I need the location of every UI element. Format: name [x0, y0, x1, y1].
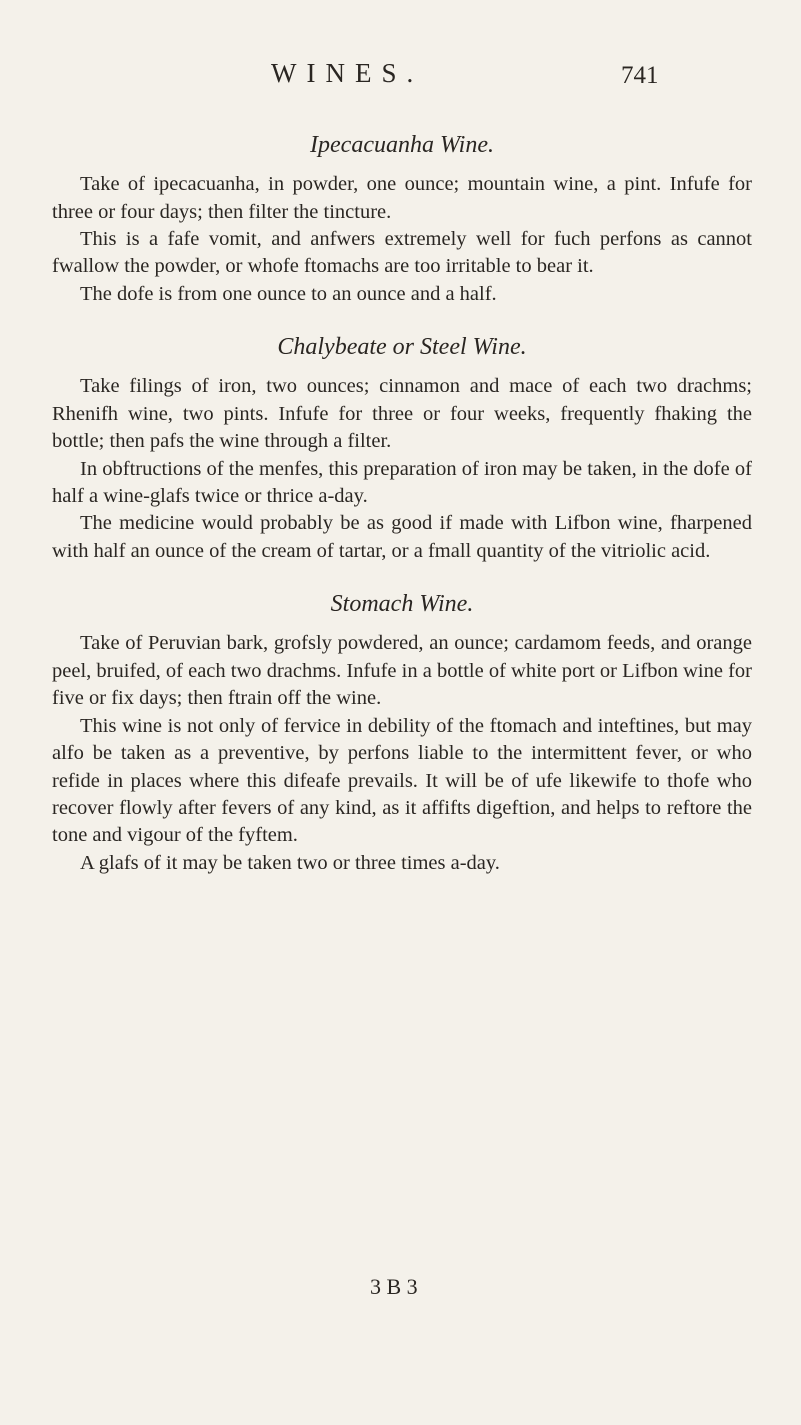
section-title: Chalybeate or Steel Wine. — [277, 334, 527, 361]
paragraph: A glafs of it may be taken two or three times a-day. — [80, 851, 500, 874]
page-header — [0, 60, 801, 96]
paragraph: Take of Peruvian bark, grofsly powdered, an ounce; cardamom feeds, and orange peel, bruifed, of each two drachms. Infufe in a bottle of white port or Lifbon wine for five or fix days; then ftrain off the wine. — [52, 632, 752, 710]
page-body — [52, 132, 752, 903]
paragraph: The medicine would probably be as good if made with Lifbon wine, fharpened with half an ounce of the cream of tartar, or a fmall quantity of the vitriolic acid. — [52, 512, 752, 562]
paragraph: Take filings of iron, two ounces; cinnamon and mace of each two drachms; Rhenifh wine, two pints. Infufe for three or four weeks, frequently fhaking the bottle; then pafs the wine through a filter. — [52, 375, 752, 453]
section-ipecacuanha-wine — [52, 132, 752, 308]
paragraph: The dofe is from one ounce to an ounce and a half. — [80, 282, 497, 305]
paragraph: This wine is not only of fervice in debility of the ftomach and inteftines, but may alfo be taken as a preventive, by perfons liable to the intermittent fever, or who refide in places where this difeafe prevails. It will be of ufe likewife to thofe who recover flowly after fevers of any kind, as it affifts digeftion, and helps to reftore the tone and vigour of the fyftem. — [52, 714, 752, 847]
paragraph: In obftructions of the menfes, this preparation of iron may be taken, in the dofe of half a wine-glafs twice or thrice a-day. — [52, 457, 752, 508]
running-title: WINES. — [271, 58, 424, 88]
page-number: 741 — [621, 62, 659, 89]
paragraph: Take of ipecacuanha, in powder, one ounce; mountain wine, a pint. Infufe for three or four days; then filter the tincture. — [52, 173, 752, 223]
signature-mark: 3 B 3 — [370, 1274, 418, 1299]
section-title: Ipecacuanha Wine. — [310, 132, 494, 158]
section-chalybeate-wine — [52, 334, 752, 565]
paragraph: This is a fafe vomit, and anfwers extremely well for fuch perfons as cannot fwallow the powder, or whofe ftomachs are too irritable to bear it. — [52, 228, 752, 278]
section-title: Stomach Wine. — [330, 591, 474, 618]
section-stomach-wine — [52, 591, 752, 877]
